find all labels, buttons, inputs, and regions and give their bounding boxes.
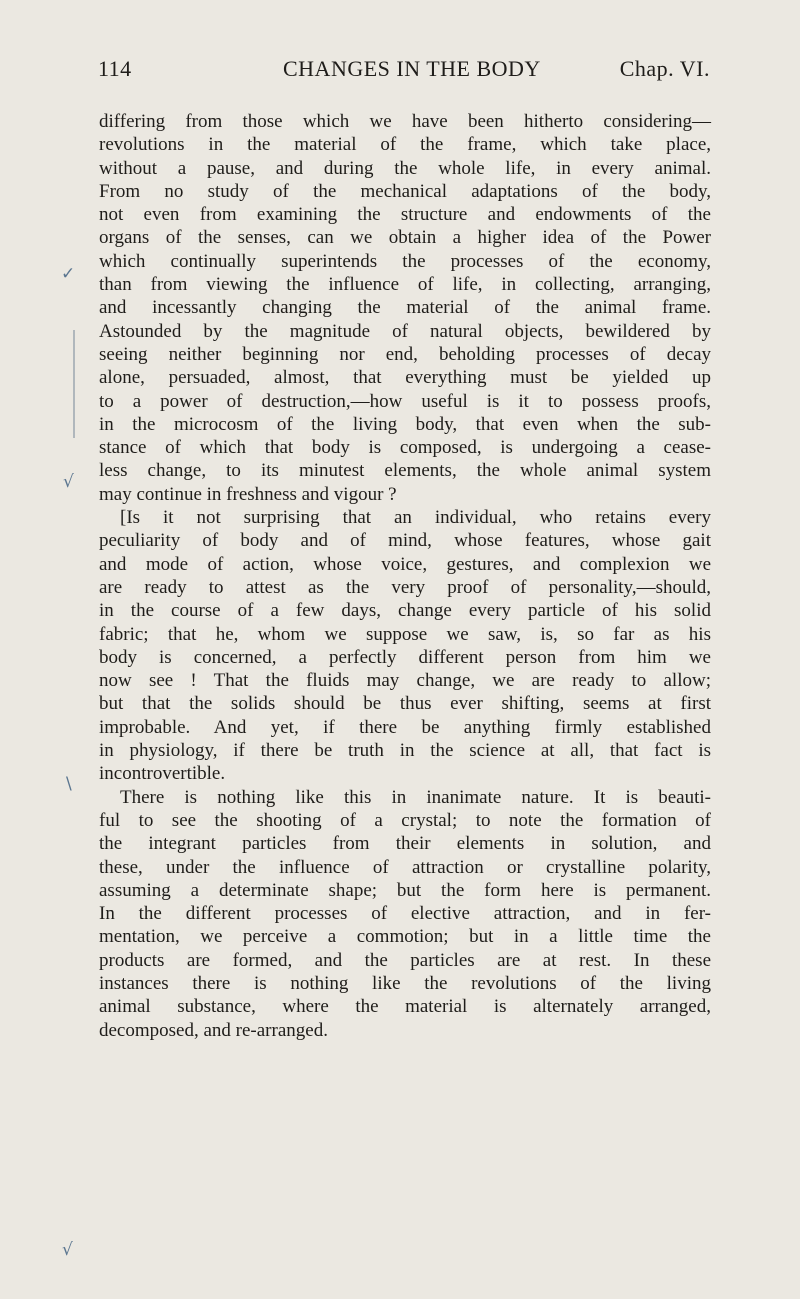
text-line: in the microcosm of the living body, that even when the sub- bbox=[99, 413, 711, 435]
text-line: ful to see the shooting of a crystal; to note the formation of bbox=[99, 809, 711, 831]
text-line: Astounded by the magnitude of natural objects, bewildered by bbox=[99, 320, 711, 342]
text-line: organs of the senses, can we obtain a higher idea of the Power bbox=[99, 227, 711, 249]
text-line: mentation, we perceive a commotion; but in a little time the bbox=[99, 926, 711, 948]
text-line: products are formed, and the particles are at rest. In these bbox=[99, 949, 711, 971]
text-line: are ready to attest as the very proof of personality,—should, bbox=[99, 576, 711, 598]
text-line: than from viewing the influence of life, in collecting, arranging, bbox=[99, 274, 711, 296]
page-header bbox=[98, 56, 710, 90]
text-line: revolutions in the material of the frame, which take place, bbox=[99, 134, 711, 156]
margin-slash-mark: \ bbox=[66, 774, 72, 794]
text-line: to a power of destruction,—how useful is it to possess proofs, bbox=[99, 390, 711, 412]
text-line: In the different processes of elective attraction, and in fer- bbox=[99, 903, 711, 925]
text-line: seeing neither beginning nor end, beholding processes of decay bbox=[99, 343, 711, 365]
margin-pencil-line bbox=[73, 330, 75, 438]
page-number: 114 bbox=[98, 56, 132, 81]
margin-check-mark: ✓ bbox=[61, 264, 76, 284]
text-line: fabric; that he, whom we suppose we saw, is, so far as his bbox=[99, 623, 711, 645]
text-line: There is nothing like this in inanimate nature. It is beauti- bbox=[120, 786, 711, 808]
text-line: improbable. And yet, if there be anything firmly established bbox=[99, 716, 711, 738]
text-line: in the course of a few days, change every particle of his solid bbox=[99, 600, 711, 622]
text-line: [Is it not surprising that an individual, who retains every bbox=[120, 507, 711, 529]
text-line: incontrovertible. bbox=[99, 763, 226, 785]
text-line: these, under the influence of attraction or crystalline polarity, bbox=[99, 856, 711, 878]
running-title: CHANGES IN THE BODY bbox=[283, 56, 541, 81]
text-line: not even from examining the structure and endowments of the bbox=[99, 204, 711, 226]
text-line: which continually superintends the processes of the economy, bbox=[99, 250, 711, 272]
text-line: stance of which that body is composed, is undergoing a cease- bbox=[99, 437, 711, 459]
margin-root-mark-bottom: √ bbox=[62, 1240, 73, 1260]
text-line: now see ! That the fluids may change, we are ready to allow; bbox=[99, 670, 711, 692]
text-line: but that the solids should be thus ever shifting, seems at first bbox=[99, 693, 711, 715]
text-line: instances there is nothing like the revolutions of the living bbox=[99, 972, 711, 994]
text-line: alone, persuaded, almost, that everything must be yielded up bbox=[99, 367, 711, 389]
body-text bbox=[99, 110, 711, 1042]
text-line: From no study of the mechanical adaptations of the body, bbox=[99, 180, 711, 202]
text-line: less change, to its minutest elements, the whole animal system bbox=[99, 460, 711, 482]
text-line: assuming a determinate shape; but the form here is permanent. bbox=[99, 879, 711, 901]
text-line: and incessantly changing the material of the animal frame. bbox=[99, 297, 711, 319]
text-line: body is concerned, a perfectly different person from him we bbox=[99, 646, 711, 668]
text-line: may continue in freshness and vigour ? bbox=[99, 483, 397, 505]
text-line: in physiology, if there be truth in the science at all, that fact is bbox=[99, 740, 711, 762]
text-line: differing from those which we have been hitherto considering— bbox=[99, 111, 711, 132]
text-line: and mode of action, whose voice, gestures, and complexion we bbox=[99, 553, 711, 575]
text-line: decomposed, and re-arranged. bbox=[99, 1019, 328, 1041]
margin-root-mark: √ bbox=[63, 472, 74, 492]
text-line: animal substance, where the material is alternately arranged, bbox=[99, 996, 711, 1018]
text-line: the integrant particles from their elements in solution, and bbox=[99, 833, 711, 855]
text-line: without a pause, and during the whole life, in every animal. bbox=[99, 157, 711, 179]
chapter-label: Chap. VI. bbox=[619, 56, 710, 81]
text-line: peculiarity of body and of mind, whose features, whose gait bbox=[99, 530, 711, 552]
